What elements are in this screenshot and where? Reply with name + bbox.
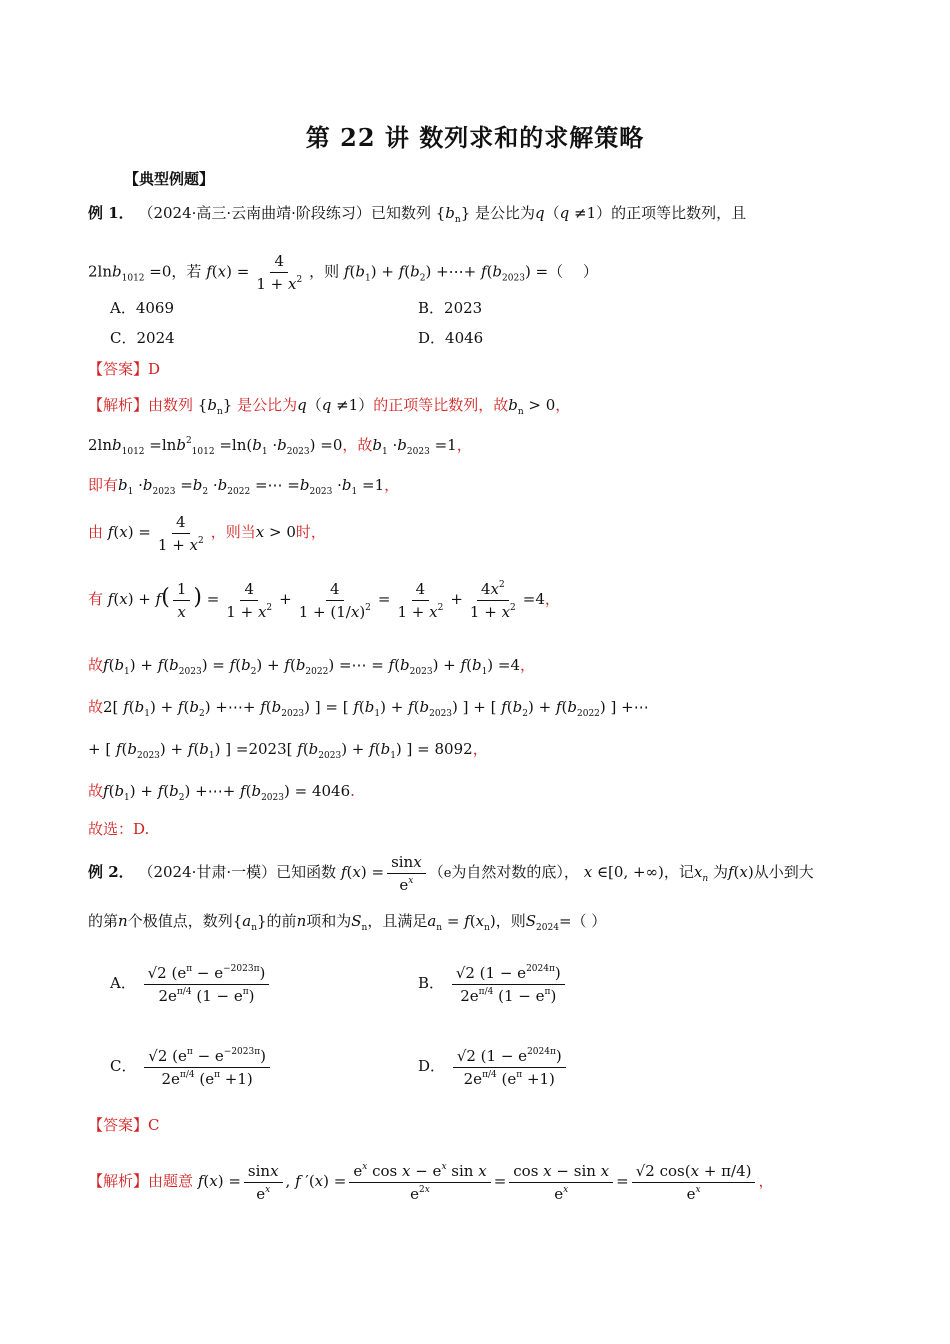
analysis-label: 【解析】 — [88, 396, 149, 414]
ex2-stem2-d: 项和为 — [306, 912, 352, 930]
choice-letter: C． — [110, 1057, 137, 1075]
ex2-stem2-c: 的前 — [266, 912, 297, 930]
choice-letter: D． — [418, 1057, 446, 1075]
ex2-answer — [88, 1114, 160, 1136]
ex1-source: （2024·高三·云南曲靖·阶段练习） — [138, 204, 371, 222]
ex1-analysis-line5: 有 f(x) + f( $\frac{1}{x}$ ) = $\frac{4}{1 + x^2}$ + $\frac{4}{1 + (1/x)^2}$ = $\frac{4}{1 + x^2}$ + $\frac{4x^2}{1 + x^2}$ =4， — [88, 579, 560, 621]
ex1-then: ，则 — [309, 262, 340, 281]
ex1-stem-b: 是公比为 — [475, 204, 536, 222]
ex2-stem-b: （ — [428, 863, 444, 881]
sol1-a: 由数列 — [148, 396, 194, 414]
choice-letter: C． — [110, 329, 137, 347]
choice-text: 4069 — [135, 299, 175, 317]
ex1-analysis-line4: 由 f(x) = $\frac{4}{1 + x^2}$ ，则当x > 0时， — [88, 512, 326, 554]
sol2-red: ，故 — [342, 436, 373, 454]
choice-text: 2024 — [136, 329, 175, 347]
sol6-pre: 故 — [88, 656, 104, 674]
sol7-pre: 故 — [88, 698, 104, 716]
choice-text: 2023 — [444, 299, 483, 317]
choice-letter: A． — [110, 299, 136, 317]
ex2-stem-line1: 例 2． （2024·甘肃·一模）已知函数 f(x) = $\frac{\sin x}{e^x}$ （e为自然对数的底）， x ∈[0, +∞)，记$x_n$ 为f(x)从小到大 — [88, 852, 814, 894]
sol9-val: = 4046 — [294, 782, 351, 800]
page-title: 第 22 讲 数列求和的求解策略 — [305, 123, 645, 152]
ex2-choice-d[interactable]: D． $\frac{√2 (1 - e^{2024\pi})}{2e^{\pi/4} (e^\pi +1)}$ — [418, 1033, 569, 1099]
analysis-label: 【解析】 — [88, 1172, 149, 1190]
answer-value: D — [148, 360, 161, 378]
ex1-stem-a: 已知数列 — [370, 204, 431, 222]
ex1-label: 例 1． — [88, 204, 134, 222]
sol4-post: 时， — [295, 523, 326, 541]
sol8-val: = 8092 — [417, 740, 473, 758]
ex2-stem2-f: ，则 — [495, 912, 526, 930]
ex1-seq-bn: $\{b_n\}$ — [435, 204, 471, 225]
ex1-analysis-line6: 故$f(b_1) + f(b_{2023}) = f(b_2) + f(b_{2022})$ =⋯ = $f(b_{2023}) + f(b_1) =4$， — [88, 656, 536, 677]
sol4-mid: ，则当 — [210, 523, 256, 541]
ex2-choice-b[interactable]: B． $\frac{√2 (1 - e^{2024\pi})}{2e^{\pi/4} (1 - e^\pi)}$ — [418, 950, 568, 1016]
ex2-stem-f: 从小到大 — [753, 863, 814, 881]
ex1-stem-line2: 2lnb$_{1012}$ =0，若 f(x) = $\frac{4}{1 + x^2}$ ，则 $f(b_1) + f(b_2)$ +⋯+ $f(b_{2023})$ =（ ） — [88, 252, 598, 293]
ex2-label: 例 2． — [88, 863, 134, 881]
ex1-stem-line1: 例 1． （2024·高三·云南曲靖·阶段练习）已知数列 $\{b_n\}$ 是公比为q（q ≠1）的正项等比数列，且 — [88, 204, 747, 225]
answer-value: C — [148, 1116, 160, 1134]
ex1-analysis-line2: $2\ln b_{1012} =\ln b^2_{1012} =\ln(b_1 \cdot b_{2023}) =0$，故$b_1 \cdot b_{2023} =1$， — [88, 436, 472, 457]
sol5-pre: 有 — [88, 590, 104, 608]
ex1-analysis-line1: 【解析】由数列 $\{b_n\}$ 是公比为q（q ≠1）的正项等比数列，故$b_n > 0$， — [88, 396, 571, 417]
sol3-pre: 即有 — [88, 476, 119, 494]
ex1-answer — [88, 358, 160, 380]
sol1-b: 是公比为 — [237, 396, 298, 414]
ex2-choice-c[interactable]: C． $\frac{√2 (e^\pi - e^{-2023\pi})}{2e^{\pi/4} (e^\pi +1)}$ — [110, 1033, 273, 1099]
ex1-choice-d[interactable] — [418, 327, 483, 349]
ex1-stem-c: 的正项等比数列，且 — [611, 204, 747, 222]
sol9-pre: 故 — [88, 782, 104, 800]
ex2-stem2-e: ，且满足 — [367, 912, 428, 930]
ex2-choice-a[interactable]: A． $\frac{√2 (e^\pi - e^{-2023\pi})}{2e^{\pi/4} (1 - e^\pi)}$ — [110, 950, 272, 1016]
ex2-stem-line2: 的第n个极值点，数列$\{a_n\}$的前n项和为$S_n$，且满足$a_n = f(x_n)$，则$S_{2024}=$（ ） — [88, 912, 607, 933]
sol1-c: 的正项等比数列，故 — [373, 396, 509, 414]
ex2-stem-c: 为自然对数的底）， — [451, 863, 579, 881]
ex1-choose: 故选：D. — [88, 820, 150, 838]
ex2-sol1: 由题意 — [148, 1172, 194, 1190]
ex1-choice-a[interactable] — [110, 297, 174, 319]
ex2-stem-d: ，记 — [663, 863, 694, 881]
ex2-analysis-line1: 【解析】由题意 f(x) = $\frac{\sin x}{e^x}$ , f ′(x) = $\frac{e^x \cos x - e^x \sin x}{e^{2x}}$ = $\frac{\text{cos x − sin x}}{e^x}$ = $\frac{√2 \cos(x + \pi/4)}{e^x}$ ， — [88, 1161, 774, 1203]
ex2-stem2-g: =（ ） — [558, 912, 607, 930]
sol4-pre: 由 — [88, 523, 104, 541]
ex1-analysis-line9: 故$f(b_1) + f(b_2)$ +⋯+ $f(b_{2023}) = 4046$. — [88, 782, 355, 803]
ex1-choice-b[interactable] — [418, 297, 482, 319]
ex1-cond-sep: ，若 — [171, 262, 202, 281]
ex1-analysis-line7: 故2[ $f(b_1) + f(b_2)$ +⋯+ $f(b_{2023})$ ] = [ $f(b_1) + f(b_{2023})$ ] + [ $f(b_2) + f(b_{2022})$ ] +⋯ — [88, 698, 649, 719]
choice-letter: A． — [110, 974, 136, 992]
answer-label: 【答案】 — [88, 360, 149, 378]
ex1-choice-c[interactable] — [110, 327, 175, 349]
ex2-stem-e: 为 — [712, 863, 728, 881]
ex2-source: （2024·甘肃·一模） — [138, 863, 277, 881]
choice-letter: D． — [418, 329, 446, 347]
answer-label: 【答案】 — [88, 1116, 149, 1134]
choice-letter: B． — [418, 974, 445, 992]
ex2-stem-a: 已知函数 — [276, 863, 337, 881]
ex2-stem2-b: 个极值点，数列 — [127, 912, 233, 930]
ex2-stem2-a: 的第 — [88, 912, 119, 930]
ex1-analysis-line3: 即有$b_1 \cdot b_{2023} =b_2 \cdot b_{2022}$ =⋯ $=b_{2023} \cdot b_1 =1$， — [88, 476, 400, 497]
ex1-analysis-line8: + [ $f(b_{2023}) + f(b_1)$ ] =2023[ $f(b_{2023}) + f(b_1)$ ] = 8092， — [88, 740, 488, 761]
choice-letter: B． — [418, 299, 445, 317]
choice-text: 4046 — [445, 329, 484, 347]
section-label: 【典型例题】 — [124, 170, 215, 188]
